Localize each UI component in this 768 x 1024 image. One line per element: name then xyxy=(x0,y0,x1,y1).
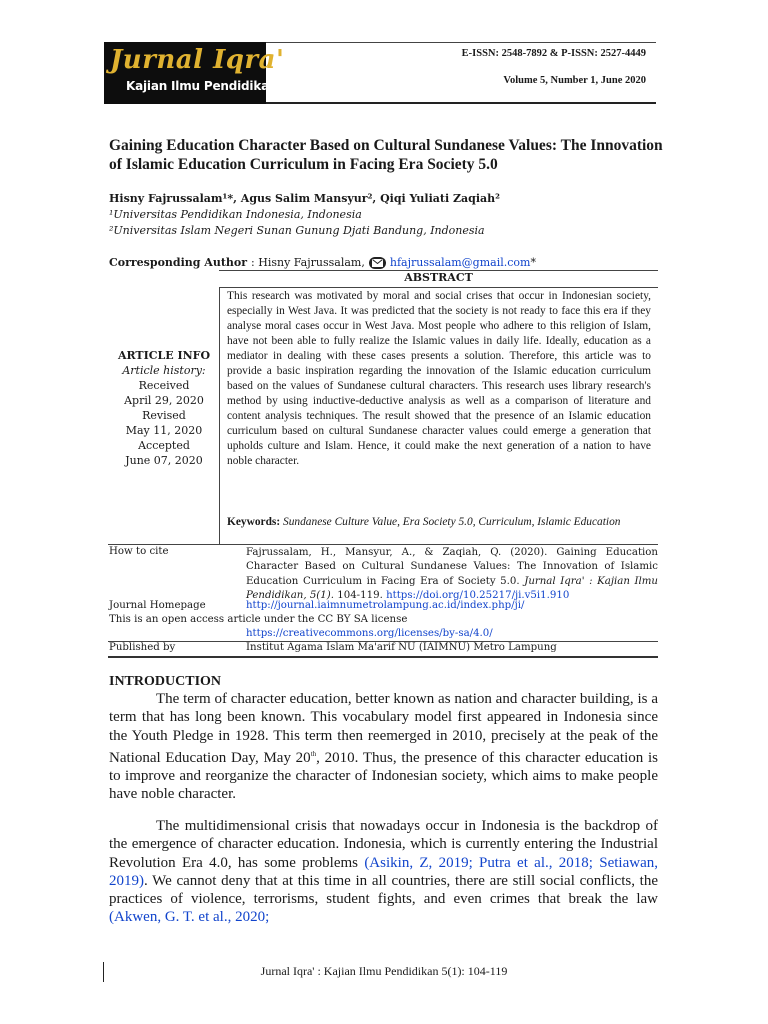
p2-text-b: . We cannot deny that at this time in all countries, there are still social conflicts, the practices of violence, terrorisms, student fights, and even crimes that break the law xyxy=(109,872,658,908)
citation-plain: Fajrussalam, H., Mansyur, A., & Zaqiah, Q. (2020). Gaining Education Character Based on Cultural Sundanese Values: The Innovation of Islamic Education Curriculum in Facing Era of Society 5.0. xyxy=(246,547,658,587)
footer-text: Jurnal Iqra' : Kajian Ilmu Pendidikan 5(1): 104-119 xyxy=(260,964,508,978)
paragraph-1 xyxy=(109,690,658,804)
keywords-label: Keywords: xyxy=(227,516,281,528)
header-rule-bottom xyxy=(266,102,656,104)
p1-text-a: The term of character education, better known as nation and character building, is a term that has long been known. This vocabulary model first appeared in Indonesia since the Youth Pledge in 1928. This term then reemerged in 2010, precisely at the peak of the National Education Day, May 20 xyxy=(109,691,658,766)
publisher: Institut Agama Islam Ma'arif NU (IAIMNU) Metro Lampung xyxy=(246,642,557,653)
p2-citation-1[interactable]: (Asikin, Z, 2019; Putra et al., 2018; Setiawan, 2019) xyxy=(109,854,659,889)
journal-homepage-link[interactable]: http://journal.iaimnumetrolampung.ac.id/index.php/ji/ xyxy=(246,600,525,611)
header-rule xyxy=(266,42,656,43)
corresponding-name: : Hisny Fajrussalam, xyxy=(251,256,365,269)
paragraph-2 xyxy=(109,817,658,927)
revised-label: Revised xyxy=(142,409,186,422)
abstract-heading: ABSTRACT xyxy=(404,271,473,284)
abstract-rule xyxy=(219,287,658,288)
journal-logo xyxy=(104,42,285,104)
open-access-text: This is an open access article under the CC BY SA license xyxy=(109,614,408,625)
authors: Hisny Fajrussalam¹*, Agus Salim Mansyur², Qiqi Yuliati Zaqiah² xyxy=(109,192,500,205)
license-link[interactable]: https://creativecommons.org/licenses/by-sa/4.0/ xyxy=(246,628,493,639)
article-info-heading: ARTICLE INFO xyxy=(117,349,211,362)
abstract-rule-bottom xyxy=(108,544,658,545)
meta-rule-bottom xyxy=(108,656,658,658)
corresponding-label: Corresponding Author xyxy=(109,256,248,269)
citation-text xyxy=(246,546,658,603)
accepted-date: June 07, 2020 xyxy=(125,454,203,467)
article-info xyxy=(108,348,220,468)
p1-text-b: , 2010. Thus, the presence of this character education is to improve and reorganize the character of Indonesian society, which aims to make people have noble character. xyxy=(109,749,658,803)
logo-subtitle: Kajian Ilmu Pendidikan xyxy=(126,79,278,93)
journal-homepage-label: Journal Homepage xyxy=(109,600,206,611)
keywords xyxy=(227,515,651,530)
logo-title: Jurnal Iqra' xyxy=(110,45,285,75)
article-history-label: Article history: xyxy=(122,364,206,377)
corresponding-email-link[interactable]: hfajrussalam@gmail.com xyxy=(389,256,531,269)
article-title: Gaining Education Character Based on Cultural Sundanese Values: The Innovation of Islamic Education Curriculum in Facing Era Society 5.0 xyxy=(109,137,663,173)
doi-link[interactable]: https://doi.org/10.25217/ji.v5i1.910 xyxy=(386,589,570,601)
p1-sup: th xyxy=(310,749,317,758)
corresponding-author xyxy=(109,256,536,269)
keywords-list: Sundanese Culture Value, Era Society 5.0, Curriculum, Islamic Education xyxy=(283,516,621,528)
citation-pages: 104-119. xyxy=(337,589,383,601)
citation-journal: Jurnal Iqra' : Kajian Ilmu Pendidikan, 5(1). xyxy=(246,575,658,601)
affiliation-1: ¹Universitas Pendidikan Indonesia, Indonesia xyxy=(109,208,362,221)
received-label: Received xyxy=(138,379,190,392)
p2-citation-2[interactable]: (Akwen, G. T. et al., 2020; xyxy=(109,909,270,926)
volume-info: Volume 5, Number 1, June 2020 xyxy=(503,75,646,86)
how-to-cite-label: How to cite xyxy=(109,546,169,557)
revised-date: May 11, 2020 xyxy=(125,424,203,437)
affiliation-2: ²Universitas Islam Negeri Sunan Gunung Djati Bandung, Indonesia xyxy=(109,224,485,237)
p2-text-a: The multidimensional crisis that nowadays occur in Indonesia is the backdrop of the emergence of character education. Indonesia, which is currently entering the Industrial Revolution Era 4.0, has some problems xyxy=(109,818,658,871)
issn: E-ISSN: 2548-7892 & P-ISSN: 2527-4449 xyxy=(461,48,646,59)
received-date: April 29, 2020 xyxy=(124,394,204,407)
accepted-label: Accepted xyxy=(138,439,190,452)
asterisk: * xyxy=(530,256,536,269)
email-icon xyxy=(369,257,386,269)
published-by-label: Published by xyxy=(109,642,176,653)
introduction-heading: INTRODUCTION xyxy=(109,674,222,689)
abstract-text: This research was motivated by moral and social crises that occur in Indonesian society, especially in West Java. It was predicted that the society is not ready to face this era if they analyse moral cases occur in West Java. Most people who adhere to this religion of Islam, have not been able to fully realize the Islamic values in daily life. Ideally, education as a mediator in dealing with these cases presents a solution. Therefore, this article was to provide a basic inspiration regarding the innovation of the Islamic education curriculum based on the values of Sundanese cultural characters. This research uses library research's method by using inductive-deductive analysis as well as a comparison of literature and content analysis techniques. The result showed that the presence of an Islamic education curriculum based on cultural Sundanese character values could emerge a generation that upholds culture and Islam. Hence, it could make the next generation of a nation to have noble character. xyxy=(227,290,651,467)
